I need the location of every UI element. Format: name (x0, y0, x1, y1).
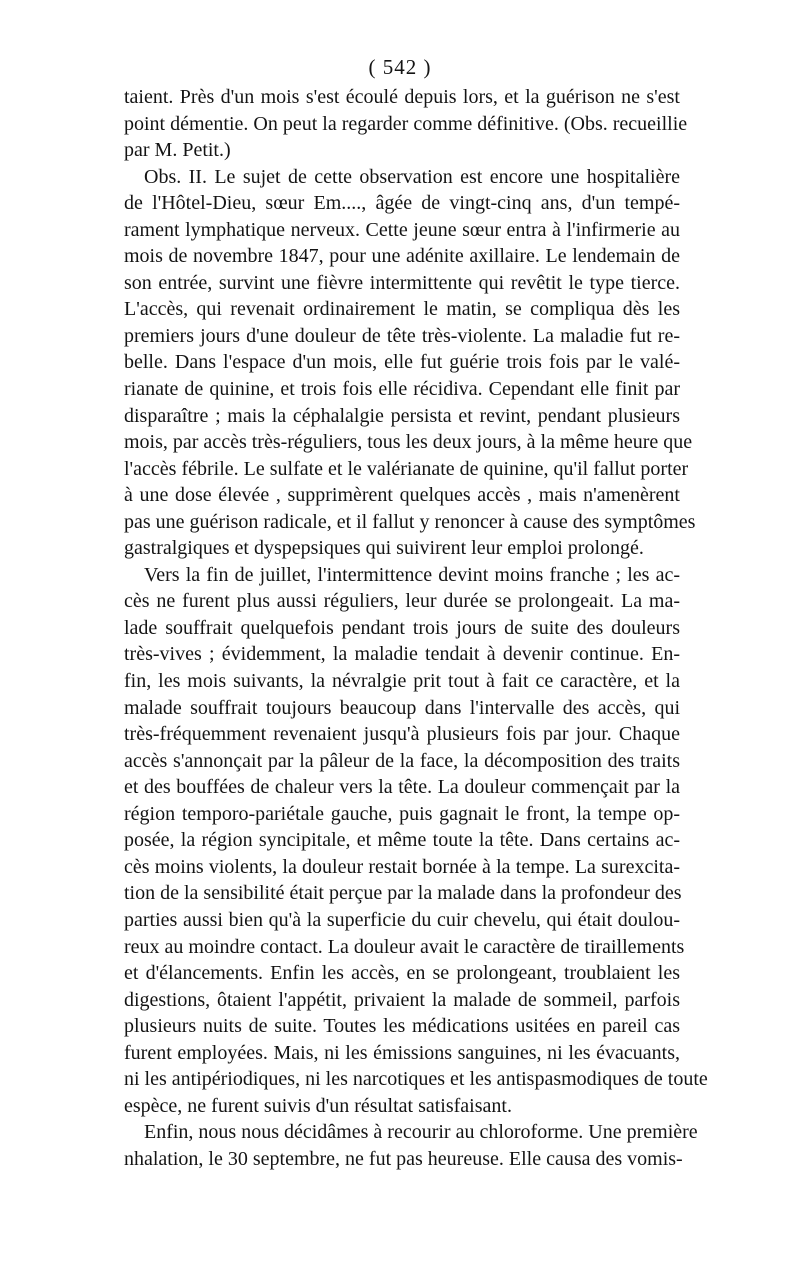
text-line: mois de novembre 1847, pour une adénite axillaire. Le lendemain de (124, 245, 680, 268)
text-line: région temporo-pariétale gauche, puis gagnait le front, la tempe op- (124, 802, 680, 825)
text-line: cès moins violents, la douleur restait bornée à la tempe. La surexcita- (124, 855, 680, 878)
text-line: mois, par accès très-réguliers, tous les deux jours, à la même heure que (124, 431, 693, 454)
text-line: point démentie. On peut la regarder comme définitive. (Obs. recueillie (124, 112, 688, 135)
text-line: cès ne furent plus aussi réguliers, leur durée se prolongeait. La ma- (124, 590, 680, 613)
text-line: et des bouffées de chaleur vers la tête. La douleur commençait par la (124, 776, 680, 799)
text-line: rianate de quinine, et trois fois elle récidiva. Cependant elle finit par (124, 378, 680, 401)
text-line: plusieurs nuits de suite. Toutes les médications usitées en pareil cas (124, 1015, 680, 1038)
page-number: ( 542 ) (368, 55, 432, 79)
text-line: Enfin, nous nous décidâmes à recourir au chloroforme. Une première (144, 1121, 698, 1144)
text-line: lade souffrait quelquefois pendant trois jours de suite des douleurs (124, 616, 680, 639)
text-line: disparaître ; mais la céphalalgie persista et revint, pendant plusieurs (124, 404, 680, 427)
text-line: accès s'annonçait par la pâleur de la face, la décomposition des traits (124, 749, 680, 772)
text-line: nhalation, le 30 septembre, ne fut pas heureuse. Elle causa des vomis- (124, 1147, 683, 1170)
text-line: parties aussi bien qu'à la superficie du cuir chevelu, qui était doulou- (124, 908, 680, 931)
text-line: furent employées. Mais, ni les émissions sanguines, ni les évacuants, (124, 1041, 680, 1064)
text-line: reux au moindre contact. La douleur avait le caractère de tiraillements (124, 935, 685, 958)
text-line: fin, les mois suivants, la névralgie prit tout à fait ce caractère, et la (124, 670, 680, 693)
text-line: l'accès fébrile. Le sulfate et le valérianate de quinine, qu'il fallut porter (124, 457, 689, 480)
text-line: L'accès, qui revenait ordinairement le matin, se compliqua dès les (124, 298, 680, 321)
text-line: taient. Près d'un mois s'est écoulé depuis lors, et la guérison ne s'est (124, 86, 680, 108)
text-line: Obs. II. Le sujet de cette observation est encore une hospitalière (144, 165, 680, 188)
text-line: et d'élancements. Enfin les accès, en se prolongeant, troublaient les (124, 962, 680, 985)
text-line: tion de la sensibilité était perçue par la malade dans la profondeur des (124, 882, 682, 905)
text-line: premiers jours d'une douleur de tête très-violente. La maladie fut re- (124, 324, 680, 347)
text-line: belle. Dans l'espace d'un mois, elle fut guérie trois fois par le valé- (124, 351, 680, 374)
body-text (124, 84, 708, 1172)
text-line: ni les antipériodiques, ni les narcotiques et les antispasmodiques de toute (124, 1068, 708, 1091)
text-line: gastralgiques et dyspepsiques qui suivirent leur emploi prolongé. (124, 537, 644, 560)
text-line: très-vives ; évidemment, la maladie tendait à devenir continue. En- (124, 643, 680, 666)
text-line: son entrée, survint une fièvre intermittente qui revêtit le type tierce. (124, 271, 680, 294)
text-line: par M. Petit.) (124, 139, 231, 162)
text-line: très-fréquemment revenaient jusqu'à plusieurs fois par jour. Chaque (124, 723, 680, 746)
text-line: à une dose élevée , supprimèrent quelques accès , mais n'amenèrent (124, 484, 680, 507)
text-line: digestions, ôtaient l'appétit, privaient la malade de sommeil, parfois (124, 988, 680, 1011)
text-line: de l'Hôtel-Dieu, sœur Em...., âgée de vingt-cinq ans, d'un tempé- (124, 192, 680, 215)
text-line: rament lymphatique nerveux. Cette jeune sœur entra à l'infirmerie au (124, 218, 680, 241)
text-line: posée, la région syncipitale, et même toute la tête. Dans certains ac- (124, 829, 680, 852)
text-line: malade souffrait toujours beaucoup dans l'intervalle des accès, qui (124, 696, 680, 719)
text-line: Vers la fin de juillet, l'intermittence devint moins franche ; les ac- (144, 563, 680, 586)
text-line: pas une guérison radicale, et il fallut y renoncer à cause des symptômes (124, 510, 696, 533)
text-line: espèce, ne furent suivis d'un résultat satisfaisant. (124, 1094, 512, 1117)
